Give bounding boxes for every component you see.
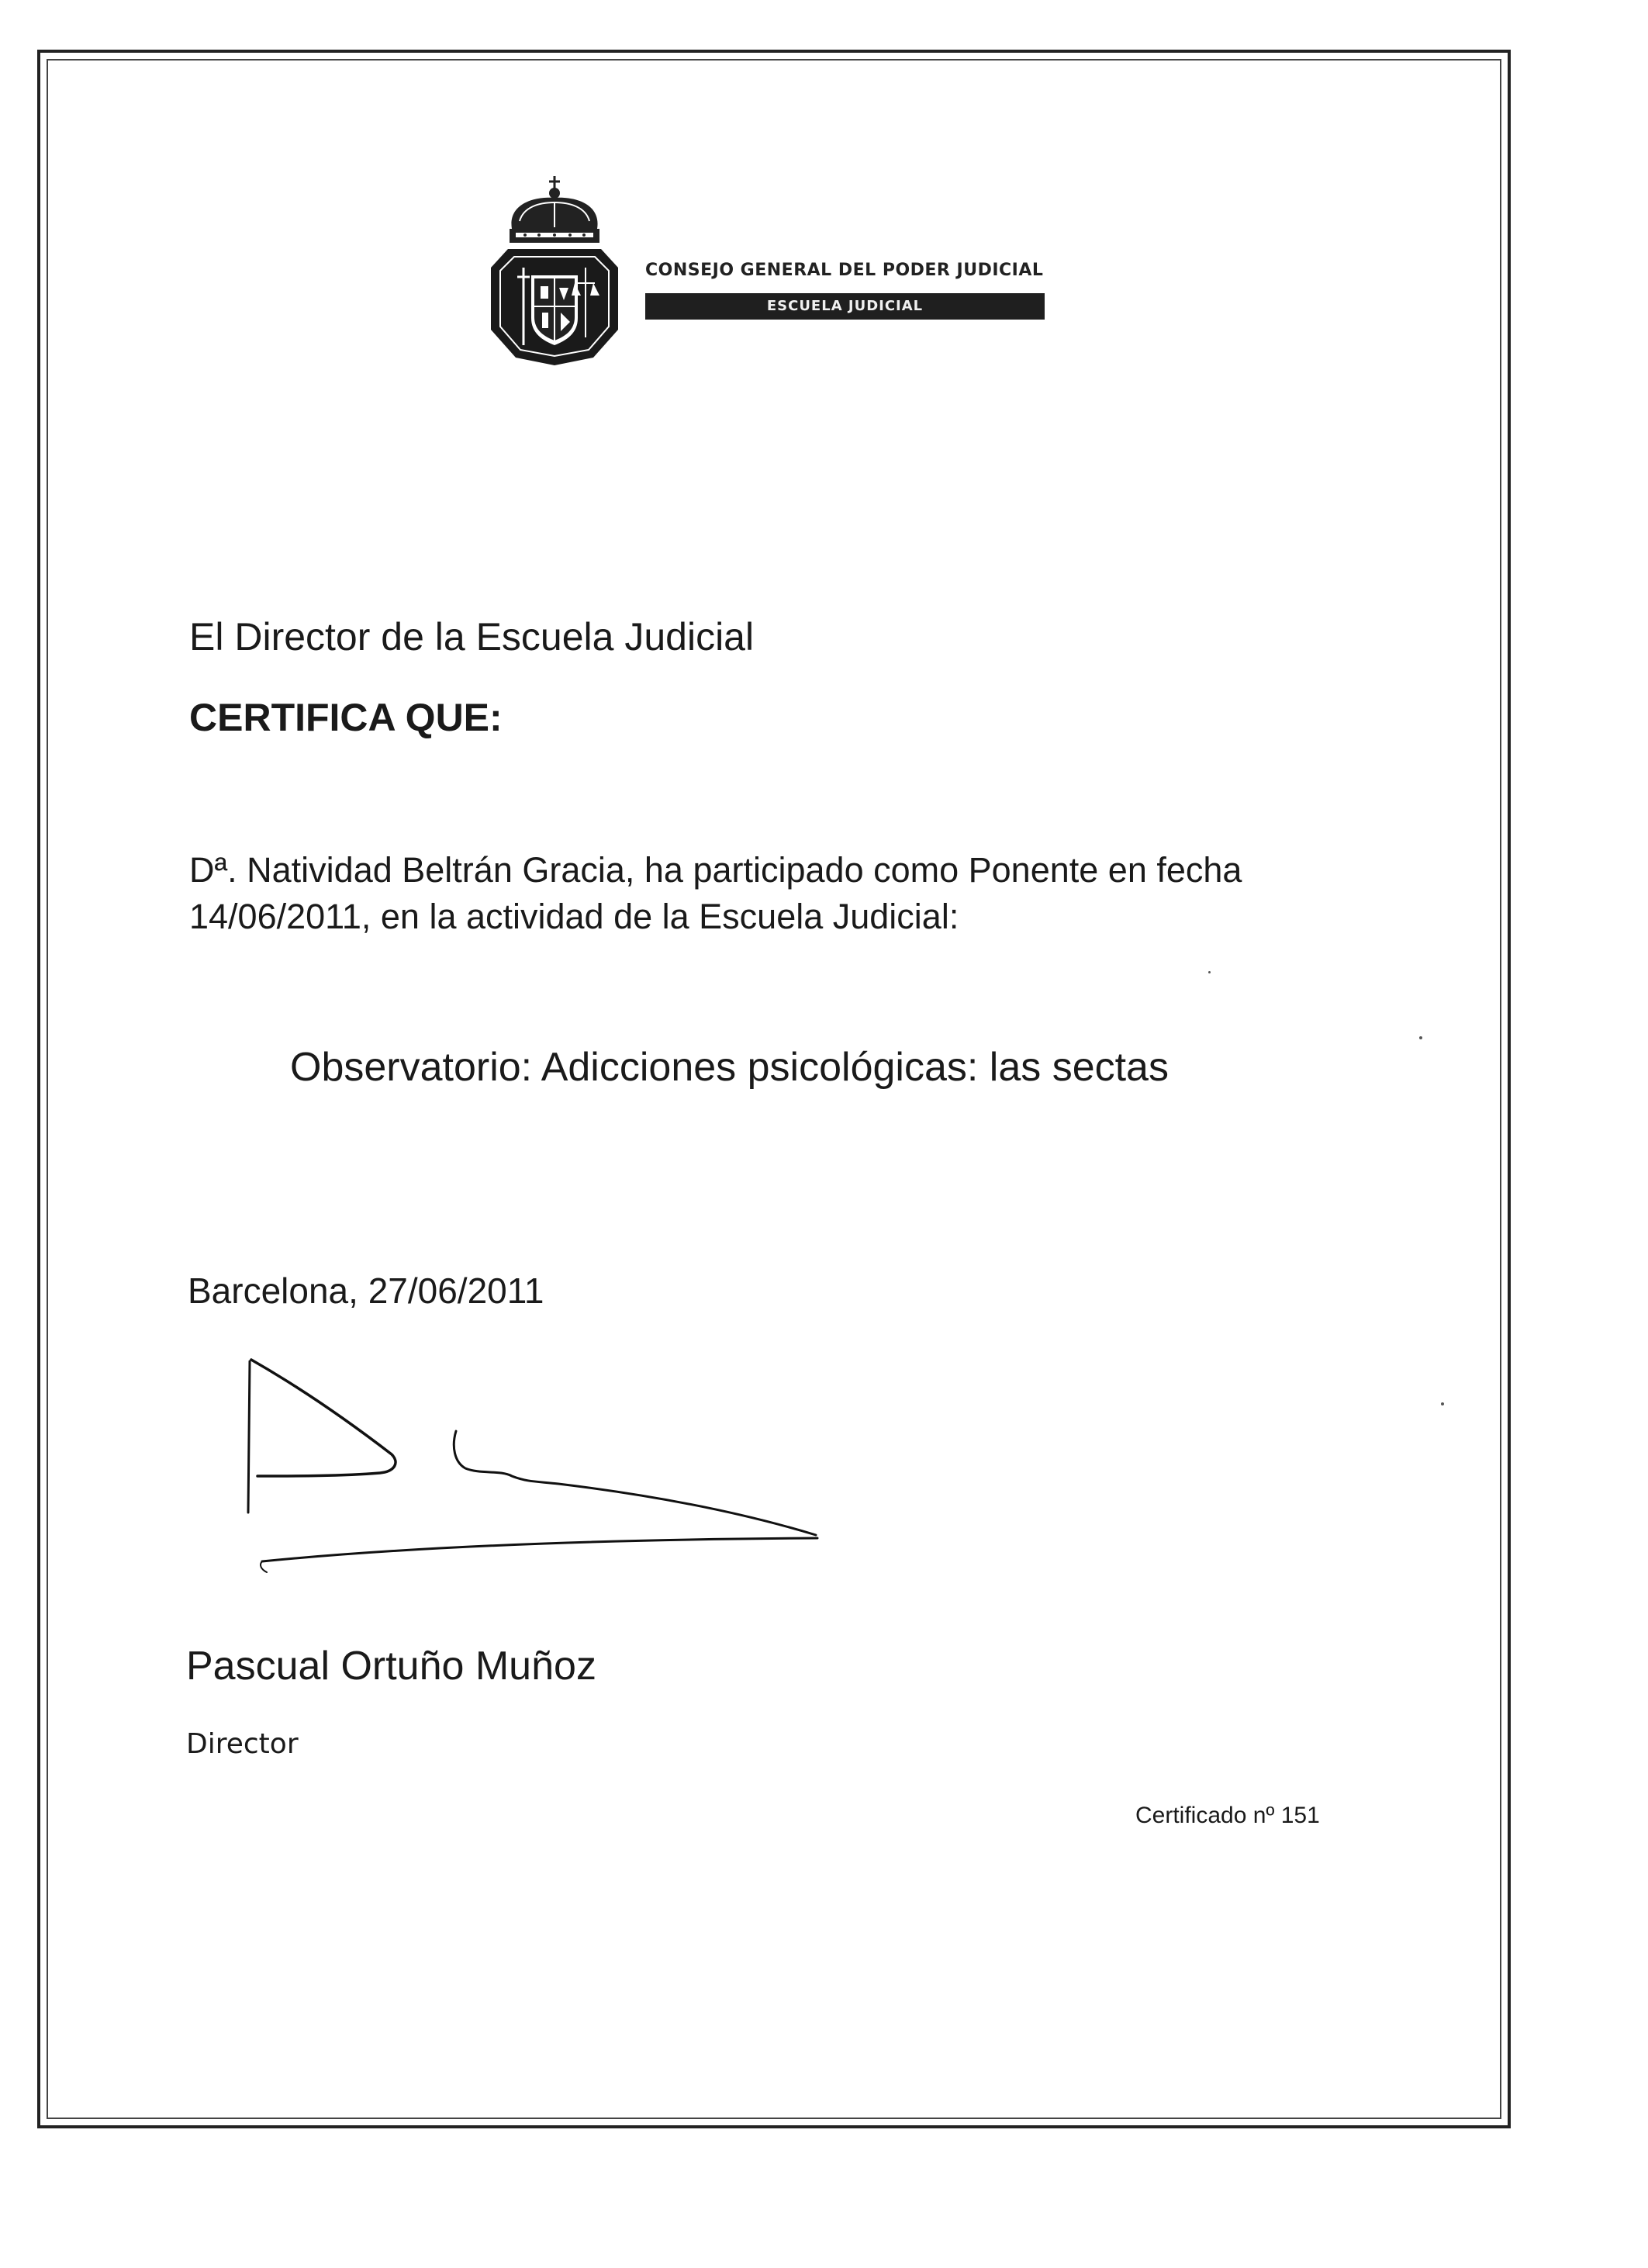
scan-speck	[1441, 1402, 1444, 1405]
certifies-heading: CERTIFICA QUE:	[189, 696, 503, 739]
handwritten-signature	[233, 1346, 838, 1594]
activity-title: Observatorio: Adicciones psicológicas: las sectas	[290, 1045, 1169, 1090]
signer-name: Pascual Ortuño Muñoz	[186, 1644, 596, 1689]
place-and-date: Barcelona, 27/06/2011	[188, 1271, 544, 1311]
certificate-number: Certificado nº 151	[1135, 1803, 1320, 1828]
school-name-bar: ESCUELA JUDICIAL	[645, 293, 1045, 320]
scan-speck	[1419, 1036, 1422, 1039]
issuer-line: El Director de la Escuela Judicial	[189, 615, 755, 659]
body-line-2: 14/06/2011, en la actividad de la Escuela Judicial:	[189, 897, 959, 936]
coat-of-arms-icon	[477, 175, 632, 368]
organization-name: CONSEJO GENERAL DEL PODER JUDICIAL	[645, 261, 1044, 280]
signer-role: Director	[186, 1728, 299, 1760]
certificate-body	[189, 847, 1242, 940]
scan-speck	[1208, 971, 1211, 973]
body-line-1: Dª. Natividad Beltrán Gracia, ha participado como Ponente en fecha	[189, 850, 1242, 890]
